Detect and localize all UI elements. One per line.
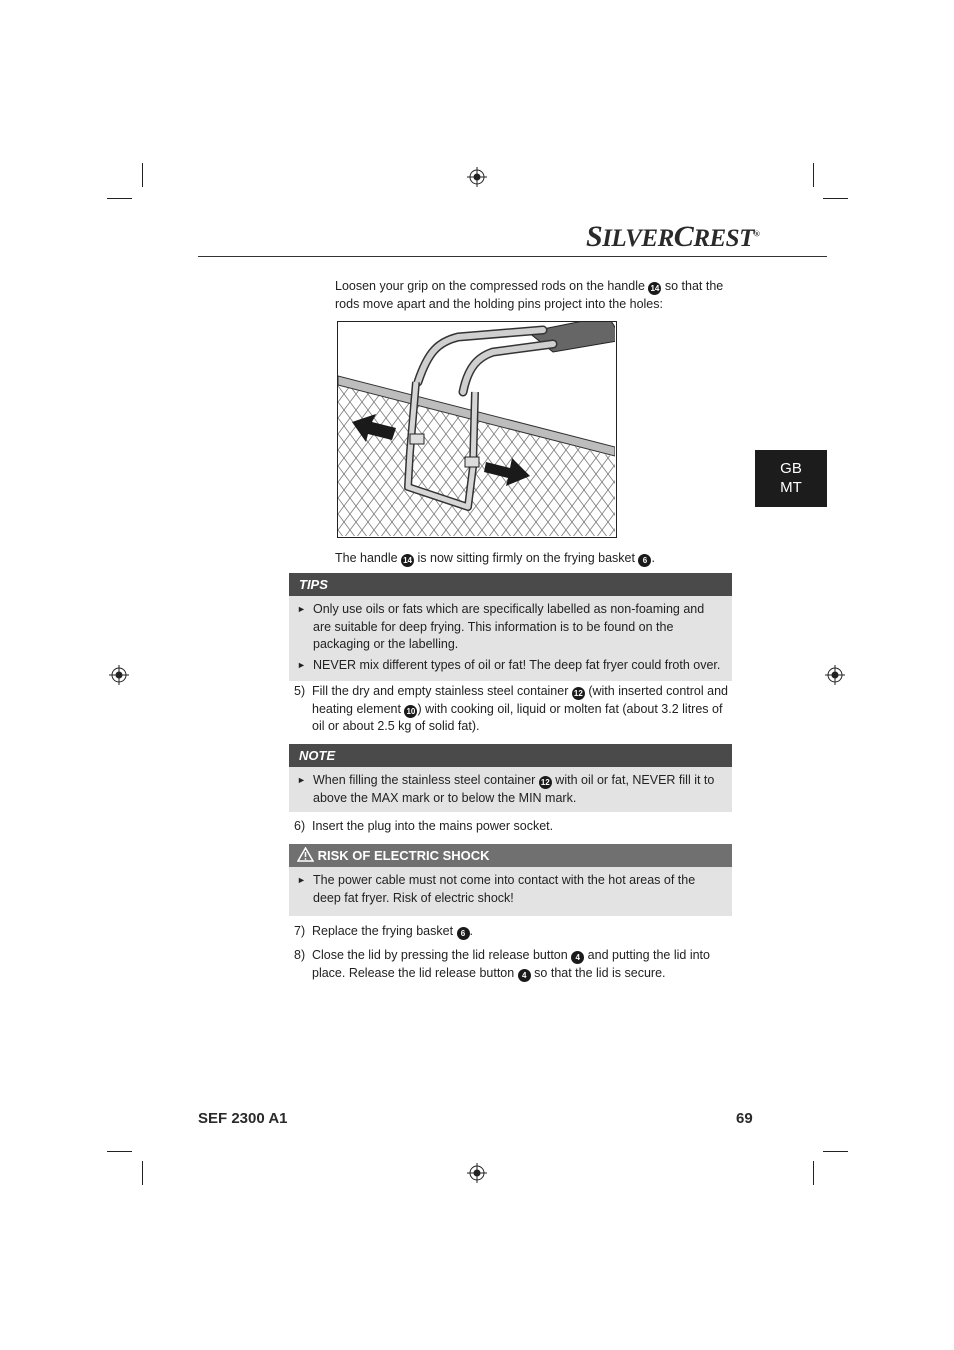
crop-mark	[107, 1151, 132, 1152]
language-code: GB	[780, 460, 802, 477]
registration-mark-icon	[467, 1163, 487, 1183]
brand-logo: SILVERCREST®	[586, 220, 760, 253]
note-heading: NOTE	[289, 744, 732, 767]
model-number: SEF 2300 A1	[198, 1110, 288, 1127]
bullet-arrow-icon: ►	[297, 604, 306, 614]
note-item: ► When filling the stainless steel container 12 with oil or fat, NEVER fill it to above the MAX mark or to below the MIN mark.	[297, 773, 715, 805]
registration-mark-icon	[825, 665, 845, 685]
warning-item: ► The power cable must not come into contact with the hot areas of the deep fat fryer. Risk of electric shock!	[297, 873, 696, 905]
crop-mark	[823, 198, 848, 199]
crop-mark	[813, 1161, 814, 1185]
crop-mark	[142, 1161, 143, 1185]
figure-caption: The handle 14 is now sitting firmly on the frying basket 6 .	[335, 551, 655, 565]
reference-number: 4	[571, 951, 584, 964]
warning-heading: RISK OF ELECTRIC SHOCK	[289, 844, 732, 867]
reference-number: 6	[638, 554, 651, 567]
note-box	[289, 744, 732, 812]
registration-mark-icon	[109, 665, 129, 685]
warning-box	[289, 844, 732, 916]
reference-number: 14	[401, 554, 414, 567]
step-6: 6) Insert the plug into the mains power socket.	[294, 819, 554, 833]
reference-number: 14	[648, 282, 661, 295]
language-code: MT	[780, 479, 802, 496]
reference-number: 6	[457, 927, 470, 940]
handle-drawing	[338, 322, 615, 536]
reference-number: 4	[518, 969, 531, 982]
step-5: 5) Fill the dry and empty stainless steel container 12 (with inserted control and heating element 10 ) with cooking oil, liquid or molten fat (about 3.2 litres of oil or about 2.5 kg of solid fat).	[294, 684, 728, 733]
bullet-arrow-icon: ►	[297, 659, 306, 670]
step-8: 8) Close the lid by pressing the lid release button 4 and putting the lid into place. Release the lid release button 4 so that the lid is secure.	[294, 948, 710, 980]
handle-illustration	[337, 321, 617, 538]
tips-heading: TIPS	[289, 573, 732, 596]
warning-triangle-icon	[297, 847, 314, 862]
reference-number: 12	[539, 776, 552, 789]
bullet-arrow-icon: ►	[297, 875, 306, 885]
reference-number: 12	[572, 687, 585, 700]
bullet-arrow-icon: ►	[297, 775, 306, 785]
language-tab	[755, 450, 827, 507]
tip-item: ► NEVER mix different types of oil or fat! The deep fat fryer could froth over.	[297, 657, 722, 675]
step-7: 7) Replace the frying basket 6 .	[294, 924, 474, 938]
registration-mark-icon	[467, 167, 487, 187]
tips-box	[289, 573, 732, 681]
page-number: 69	[736, 1110, 753, 1127]
header-rule	[198, 256, 827, 257]
tip-item: ► Only use oils or fats which are specifically labelled as non-foaming and are suitable for deep frying. This information is to be found on the packaging or the labelling.	[297, 602, 705, 651]
crop-mark	[142, 163, 143, 187]
reference-number: 10	[404, 705, 417, 718]
crop-mark	[107, 198, 132, 199]
intro-paragraph: Loosen your grip on the compressed rods on the handle 14 so that the rods move apart and the holding pins project into the holes:	[335, 279, 724, 311]
crop-mark	[823, 1151, 848, 1152]
crop-mark	[813, 163, 814, 187]
